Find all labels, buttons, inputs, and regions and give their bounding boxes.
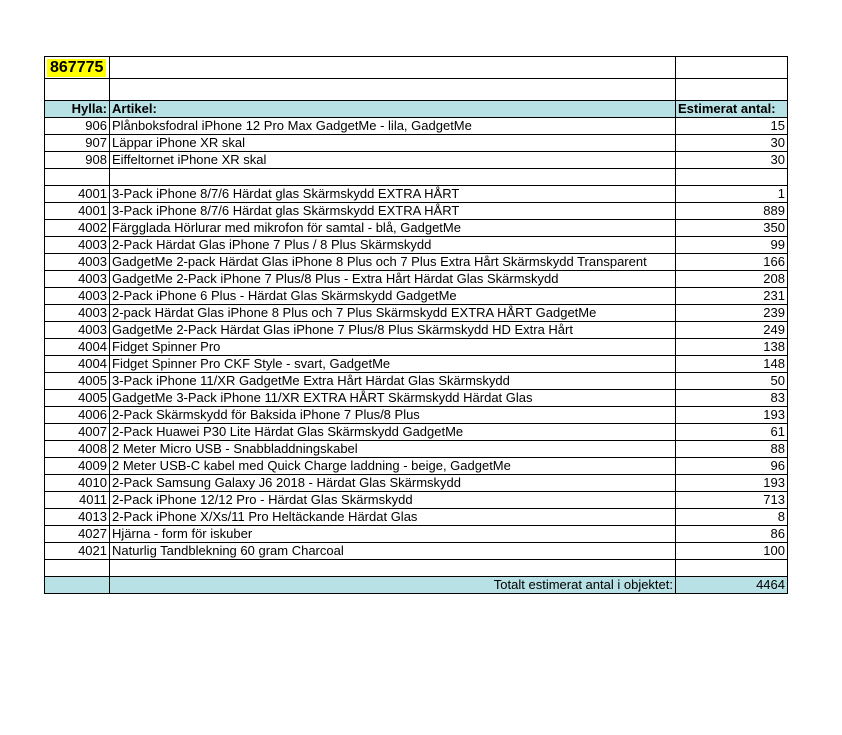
shelf-cell: 4007: [45, 424, 110, 441]
quantity-cell: 249: [676, 322, 788, 339]
article-cell: Läppar iPhone XR skal: [110, 135, 676, 152]
article-cell: 2-Pack Härdat Glas iPhone 7 Plus / 8 Plus Skärmskydd: [110, 237, 676, 254]
article-cell: GadgetMe 2-pack Härdat Glas iPhone 8 Plus och 7 Plus Extra Hårt Skärmskydd Transparent: [110, 254, 676, 271]
article-cell: 3-Pack iPhone 8/7/6 Härdat glas Skärmskydd EXTRA HÅRT: [110, 186, 676, 203]
table-row: [45, 322, 788, 339]
article-cell: GadgetMe 2-Pack Härdat Glas iPhone 7 Plus/8 Plus Skärmskydd HD Extra Hårt: [110, 322, 676, 339]
shelf-cell: 4006: [45, 407, 110, 424]
quantity-cell: 1: [676, 186, 788, 203]
table-row: [45, 220, 788, 237]
shelf-cell: 4004: [45, 339, 110, 356]
shelf-cell: 4011: [45, 492, 110, 509]
article-cell: GadgetMe 2-Pack iPhone 7 Plus/8 Plus - Extra Hårt Härdat Glas Skärmskydd: [110, 271, 676, 288]
object-id-cell: [45, 57, 110, 79]
table-row: [45, 492, 788, 509]
table-row: [45, 390, 788, 407]
blank-row: [45, 560, 788, 577]
article-cell: 2 Meter USB-C kabel med Quick Charge laddning - beige, GadgetMe: [110, 458, 676, 475]
spacer-row: [45, 79, 788, 101]
article-cell: Fidget Spinner Pro: [110, 339, 676, 356]
quantity-cell: 8: [676, 509, 788, 526]
quantity-cell: 61: [676, 424, 788, 441]
article-cell: 2-Pack iPhone 6 Plus - Härdat Glas Skärmskydd GadgetMe: [110, 288, 676, 305]
shelf-cell: 4001: [45, 186, 110, 203]
shelf-cell: 4005: [45, 373, 110, 390]
table-row: [45, 441, 788, 458]
table-row: [45, 254, 788, 271]
total-row: [45, 577, 788, 594]
article-cell: 2-Pack iPhone 12/12 Pro - Härdat Glas Skärmskydd: [110, 492, 676, 509]
shelf-cell: 908: [45, 152, 110, 169]
article-cell: 2-Pack Skärmskydd för Baksida iPhone 7 Plus/8 Plus: [110, 407, 676, 424]
table-row: [45, 407, 788, 424]
table-row: [45, 135, 788, 152]
shelf-cell: 907: [45, 135, 110, 152]
table-row: [45, 458, 788, 475]
header-quantity: Estimerat antal:: [676, 101, 788, 118]
quantity-cell: 96: [676, 458, 788, 475]
quantity-cell: 99: [676, 237, 788, 254]
article-cell: 3-Pack iPhone 11/XR GadgetMe Extra Hårt Härdat Glas Skärmskydd: [110, 373, 676, 390]
quantity-cell: 713: [676, 492, 788, 509]
shelf-cell: 4027: [45, 526, 110, 543]
quantity-cell: 208: [676, 271, 788, 288]
shelf-cell: 4003: [45, 305, 110, 322]
quantity-cell: 88: [676, 441, 788, 458]
article-cell: 2-Pack Samsung Galaxy J6 2018 - Härdat Glas Skärmskydd: [110, 475, 676, 492]
article-cell: 2-Pack Huawei P30 Lite Härdat Glas Skärmskydd GadgetMe: [110, 424, 676, 441]
table-row: [45, 118, 788, 135]
table-row: [45, 237, 788, 254]
quantity-cell: 166: [676, 254, 788, 271]
table-row: [45, 305, 788, 322]
quantity-cell: 100: [676, 543, 788, 560]
quantity-cell: 239: [676, 305, 788, 322]
article-cell: Hjärna - form för iskuber: [110, 526, 676, 543]
quantity-cell: 30: [676, 135, 788, 152]
quantity-cell: 193: [676, 407, 788, 424]
table-row: [45, 271, 788, 288]
header-article: Artikel:: [110, 101, 676, 118]
shelf-cell: 4010: [45, 475, 110, 492]
shelf-cell: 4004: [45, 356, 110, 373]
shelf-cell: 4008: [45, 441, 110, 458]
article-cell: GadgetMe 3-Pack iPhone 11/XR EXTRA HÅRT Skärmskydd Härdat Glas: [110, 390, 676, 407]
quantity-cell: 231: [676, 288, 788, 305]
article-cell: Eiffeltornet iPhone XR skal: [110, 152, 676, 169]
quantity-cell: 83: [676, 390, 788, 407]
header-shelf: Hylla:: [45, 101, 110, 118]
shelf-cell: 4003: [45, 254, 110, 271]
quantity-cell: 30: [676, 152, 788, 169]
table-row: [45, 475, 788, 492]
object-id-row: [45, 57, 788, 79]
shelf-cell: 4009: [45, 458, 110, 475]
article-cell: 3-Pack iPhone 8/7/6 Härdat glas Skärmskydd EXTRA HÅRT: [110, 203, 676, 220]
header-row: [45, 101, 788, 118]
shelf-cell: 4002: [45, 220, 110, 237]
shelf-cell: 4003: [45, 322, 110, 339]
table-row: [45, 203, 788, 220]
blank-row: [45, 169, 788, 186]
shelf-cell: 4003: [45, 288, 110, 305]
table-row: [45, 373, 788, 390]
table-row: [45, 288, 788, 305]
shelf-cell: 4005: [45, 390, 110, 407]
article-cell: 2-pack Härdat Glas iPhone 8 Plus och 7 Plus Skärmskydd EXTRA HÅRT GadgetMe: [110, 305, 676, 322]
article-cell: Fidget Spinner Pro CKF Style - svart, GadgetMe: [110, 356, 676, 373]
article-cell: 2 Meter Micro USB - Snabbladdningskabel: [110, 441, 676, 458]
quantity-cell: 148: [676, 356, 788, 373]
table-row: [45, 356, 788, 373]
shelf-cell: 4003: [45, 237, 110, 254]
article-cell: Färgglada Hörlurar med mikrofon för samtal - blå, GadgetMe: [110, 220, 676, 237]
shelf-cell: 906: [45, 118, 110, 135]
table-row: [45, 509, 788, 526]
table-row: [45, 152, 788, 169]
shelf-cell: 4021: [45, 543, 110, 560]
article-cell: Naturlig Tandblekning 60 gram Charcoal: [110, 543, 676, 560]
total-label: Totalt estimerat antal i objektet:: [110, 577, 676, 594]
shelf-cell: 4001: [45, 203, 110, 220]
article-cell: 2-Pack iPhone X/Xs/11 Pro Heltäckande Härdat Glas: [110, 509, 676, 526]
table-row: [45, 186, 788, 203]
object-id: 867775: [47, 59, 106, 77]
quantity-cell: 138: [676, 339, 788, 356]
table-row: [45, 543, 788, 560]
table-row: [45, 339, 788, 356]
total-value: 4464: [676, 577, 788, 594]
shelf-cell: 4003: [45, 271, 110, 288]
quantity-cell: 50: [676, 373, 788, 390]
shelf-cell: 4013: [45, 509, 110, 526]
quantity-cell: 86: [676, 526, 788, 543]
article-cell: Plånboksfodral iPhone 12 Pro Max GadgetMe - lila, GadgetMe: [110, 118, 676, 135]
table-row: [45, 424, 788, 441]
quantity-cell: 889: [676, 203, 788, 220]
quantity-cell: 350: [676, 220, 788, 237]
table-row: [45, 526, 788, 543]
inventory-sheet: [44, 56, 788, 594]
quantity-cell: 15: [676, 118, 788, 135]
quantity-cell: 193: [676, 475, 788, 492]
